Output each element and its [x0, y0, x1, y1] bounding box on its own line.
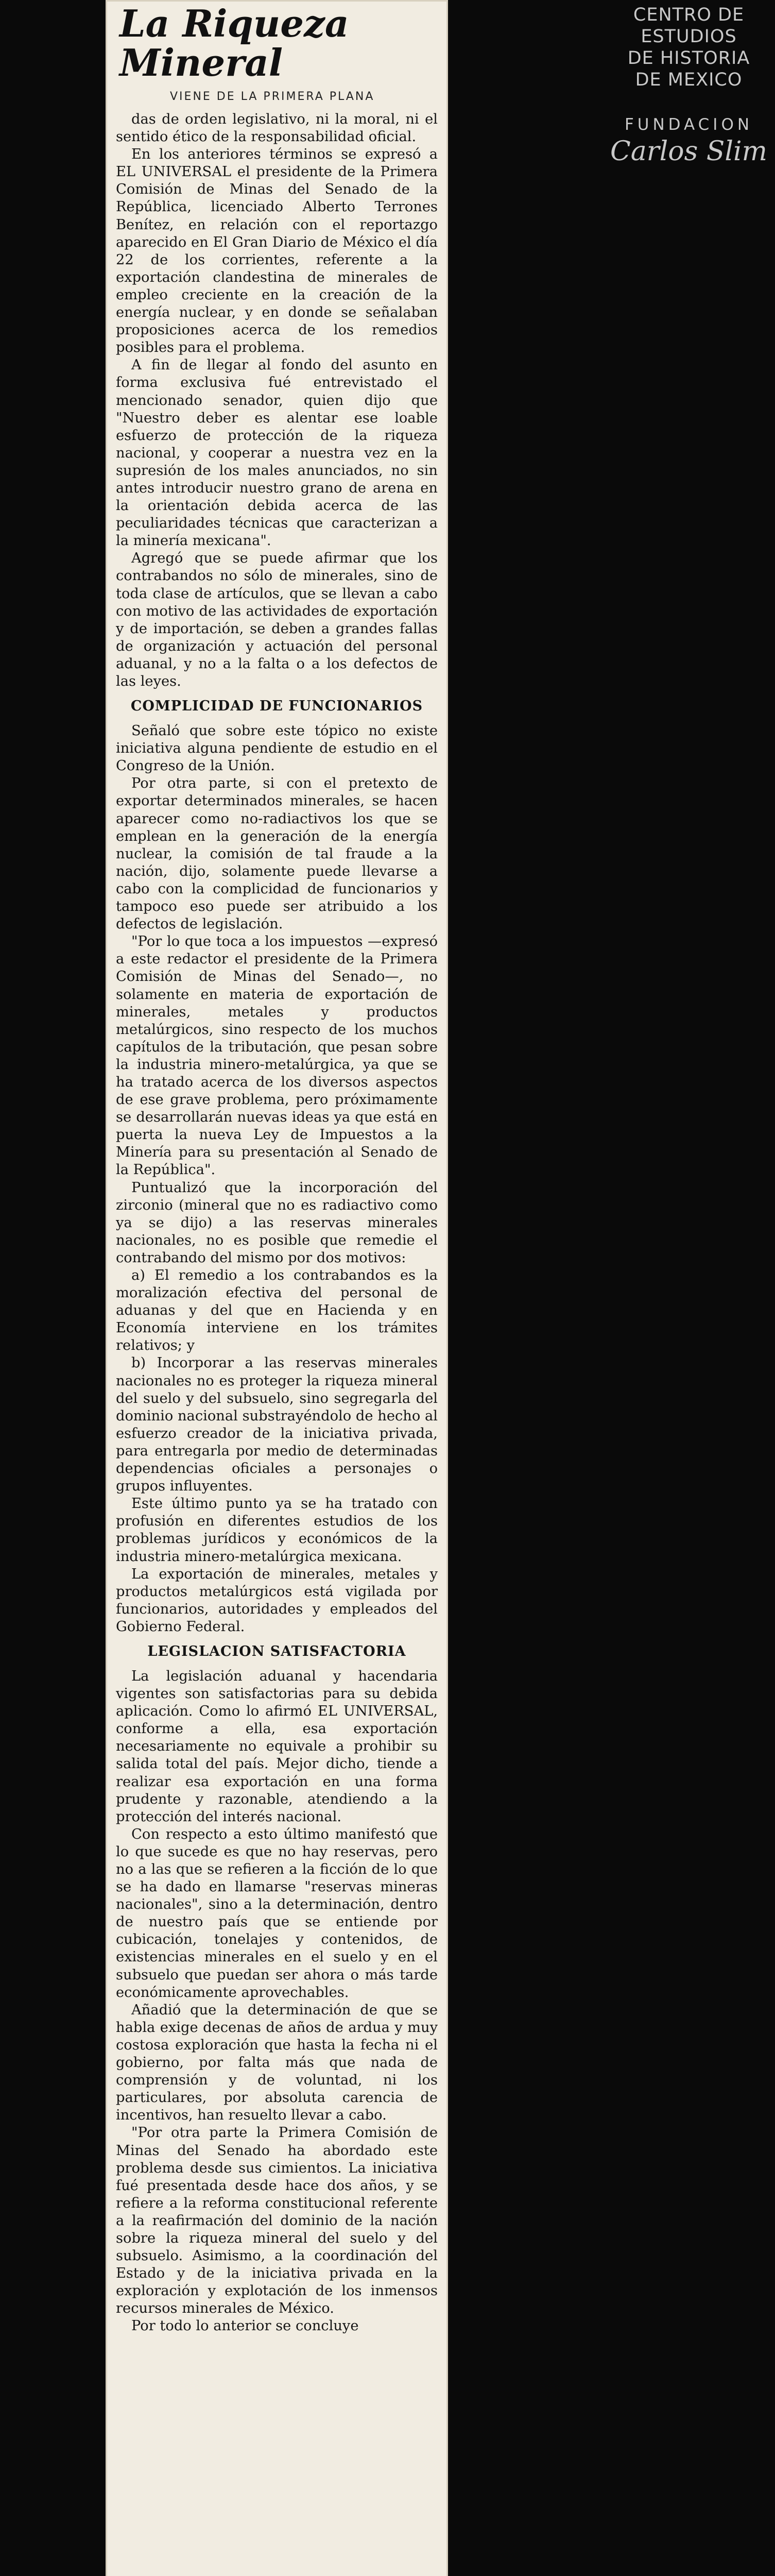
article-paragraph: "Por lo que toca a los impuestos —expresó a este redactor el presidente de la Primera Comisión de Minas del Senado—, no solamente en materia de exportación de minerales, metales y productos metalúrgicos, sino respecto de los muchos capítulos de la tributación, que pesan sobre la industria minero-metalúrgica, ya que se ha tratado acerca de los diversos aspectos de ese grave problema, pero próximamente se desarrollarán nuevas ideas ya que está en puerta la nueva Ley de Impuestos a la Minería para su presentación al Senado de la República".: [116, 934, 438, 1178]
archive-organization: [602, 0, 775, 91]
article-paragraph: A fin de llegar al fondo del asunto en forma exclusiva fué entrevistado el mencionado senador, quien dijo que "Nuestro deber es alentar ese loable esfuerzo de protección de la riqueza nacional, y cooperar a nuestra vez en la supresión de los males anunciados, no sin antes introducir nuestro grano de arena en la orientación debida acerca de las peculiaridades técnicas que caracterizan a la minería mexicana".: [116, 357, 438, 549]
article-paragraph: Añadió que la determinación de que se habla exige decenas de años de ardua y muy costosa exploración que hasta la fecha ni el gobierno, por falta más que nada de comprensión y de voluntad, ni los particulares, por absoluta carencia de incentivos, han resuelto llevar a cabo.: [116, 2002, 438, 2124]
archive-org-line: ESTUDIOS: [641, 26, 737, 47]
article-paragraph: Este último punto ya se ha tratado con profusión en diferentes estudios de los problemas jurídicos y económicos de la industria minero-metalúrgica mexicana.: [116, 1496, 438, 1565]
article-paragraph: La exportación de minerales, metales y productos metalúrgicos está vigilada por funcionarios, autoridades y empleados del Gobierno Federal.: [116, 1566, 438, 1635]
article-paragraph: Puntualizó que la incorporación del zirconio (mineral que no es radiactivo como ya se dijo) a las reservas minerales nacionales, no es posible que remedie el contrabando del mismo por dos motivos:: [116, 1179, 438, 1266]
article-paragraph: Por otra parte, si con el pretexto de exportar determinados minerales, se hacen aparecer como no-radiactivos los que se emplean en la generación de la energía nuclear, la comisión de tal fraude a la nación, dijo, solamente puede llevarse a cabo con la complicidad de funcionarios y tampoco eso puede ser atribuido a los defectos de legislación.: [116, 775, 438, 933]
article-paragraph: Por todo lo anterior se concluye: [131, 2318, 359, 2334]
article-paragraph: Con respecto a esto último manifestó que lo que sucede es que no hay reservas, pero no a las que se refieren a la ficción de lo que se ha dado en llamarse "reservas mineras nacionales", sino a la determinación, dentro de nuestro país que se entiende por cubicación, tonelajes y contenidos, de existencias minerales en el suelo y en el subsuelo que puedan ser ahora o más tarde económicamente aprovechables.: [116, 1826, 438, 2001]
article-paragraph: Señaló que sobre este tópico no existe iniciativa alguna pendiente de estudio en el Congreso de la Unión.: [116, 723, 438, 774]
archive-org-line: DE MEXICO: [635, 70, 743, 90]
article-main-column: [116, 111, 438, 2335]
section-heading: COMPLICIDAD DE FUNCIONARIOS: [130, 698, 423, 715]
article-paragraph: En los anteriores términos se expresó a EL UNIVERSAL el presidente de la Primera Comisión de Minas del Senado de la República, licenciado Alberto Terrones Benítez, en relación con el reportazgo aparecido en El Gran Diario de México el día 22 de los corrientes, referente a la exportación clandestina de minerales de empleo creciente en la creación de la energía nuclear, y en donde se señalaban proposiciones acerca de los remedios posibles para el problema.: [116, 146, 438, 356]
article-paragraph: La legislación aduanal y hacendaria vigentes son satisfactorias para su debida aplicación. Como lo afirmó EL UNIVERSAL, conforme a ella, esa exportación necesariamente no equivale a prohibir su salida total del país. Mejor dicho, tiende a realizar esa exportación en una forma prudente y razonable, atendiendo a la protección del interés nacional.: [116, 1668, 438, 1825]
article-paragraph: b) Incorporar a las reservas minerales nacionales no es proteger la riqueza mineral del suelo y del subsuelo, sino segregarla del dominio nacional substrayéndolo de hecho al esfuerzo creador de la iniciativa privada, para entregarla por medio de determinadas dependencias oficiales a personajes o grupos influyentes.: [116, 1355, 438, 1495]
archive-org-line: DE HISTORIA: [627, 48, 750, 69]
archive-signature: Carlos Slim: [610, 136, 767, 167]
section-heading: LEGISLACION SATISFACTORIA: [147, 1643, 406, 1659]
article-title-line: Mineral: [119, 41, 283, 84]
article-paragraph: Agregó que se puede afirmar que los contrabandos no sólo de minerales, sino de toda clase de artículos, que se llevan a cabo con motivo de las actividades de exportación y de importación, se deben a grandes fallas de organización y actuación del personal aduanal, y no a la falta o a los defectos de las leyes.: [116, 550, 438, 689]
article-title-line: La Riqueza: [119, 2, 349, 45]
archive-foundation: FUNDACION: [624, 115, 753, 134]
archive-stamp: [602, 0, 775, 201]
archive-org-line: CENTRO DE: [633, 5, 745, 25]
article-paragraph: a) El remedio a los contrabandos es la moralización efectiva del personal de aduanas y del que en Hacienda y en Economía interviene en los trámites relativos; y: [116, 1267, 438, 1354]
article-paragraph: das de orden legislativo, ni la moral, ni el sentido ético de la responsabilidad oficial.: [116, 111, 438, 145]
article-title: [119, 4, 428, 82]
article-paragraph: "Por otra parte la Primera Comisión de Minas del Senado ha abordado este problema desde sus cimientos. La iniciativa fué presentada desde hace dos años, y se refiere a la reforma constitucional referente a la reafirmación del dominio de la nación sobre la riqueza mineral del suelo y del subsuelo. Asimismo, a la coordinación del Estado y de la iniciativa privada en la exploración y explotación de los inmensos recursos minerales de México.: [116, 2125, 438, 2317]
article-kicker: VIENE DE LA PRIMERA PLANA: [170, 90, 375, 103]
